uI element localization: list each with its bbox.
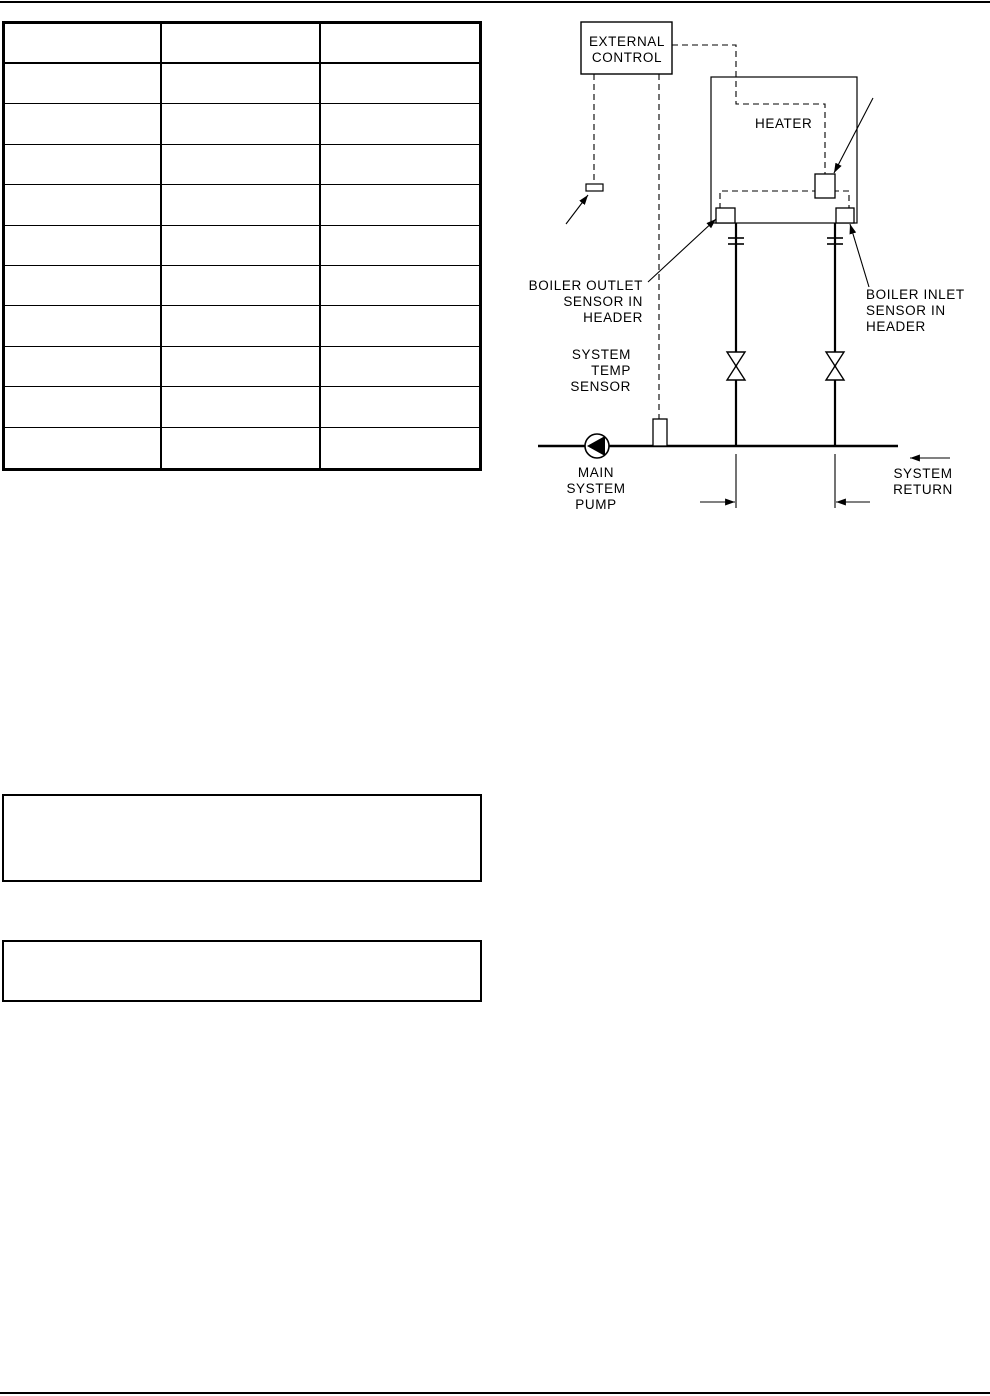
system-return-label: RETURN — [893, 482, 953, 497]
main-pump-label: MAIN — [577, 465, 615, 480]
table-cell — [321, 185, 479, 225]
table-cell — [162, 306, 321, 346]
table-cell — [5, 347, 162, 387]
piping-diagram — [500, 10, 990, 530]
table-cell — [162, 104, 321, 144]
table-cell — [321, 64, 479, 104]
main-pump-label: PUMP — [575, 497, 617, 512]
boiler-inlet-label: HEADER — [866, 319, 926, 334]
module-pointer — [834, 98, 873, 173]
table-cell — [321, 104, 479, 144]
table-cell — [162, 185, 321, 225]
heater-box — [711, 77, 857, 223]
boiler-pipes — [736, 223, 835, 446]
controller-module — [815, 174, 835, 198]
table-cell — [5, 428, 162, 468]
table-cell — [162, 266, 321, 306]
pump-icon — [585, 434, 609, 458]
outdoor-sensor-pointer — [566, 195, 588, 224]
table-cell — [321, 266, 479, 306]
table-cell — [5, 185, 162, 225]
note-box — [2, 940, 482, 1002]
boiler-outlet-label: BOILER OUTLET — [528, 278, 643, 293]
boiler-inlet-label: BOILER INLET — [866, 287, 965, 302]
valve-icon — [727, 352, 745, 380]
table-cell — [162, 145, 321, 185]
data-table — [2, 21, 482, 471]
system-temp-label: SENSOR — [570, 379, 631, 394]
table-cell — [5, 266, 162, 306]
table-cell — [321, 306, 479, 346]
boiler-outlet-label: SENSOR IN — [563, 294, 643, 309]
table-header-cell — [162, 24, 321, 64]
spacing-marks — [700, 454, 953, 508]
table-cell — [5, 104, 162, 144]
table-cell — [162, 226, 321, 266]
table-cell — [5, 306, 162, 346]
inlet-sensor-pointer — [850, 224, 869, 287]
boiler-outlet-label: HEADER — [583, 310, 643, 325]
main-pump-label: SYSTEM — [566, 481, 626, 496]
outdoor-sensor — [586, 184, 603, 191]
table-cell — [321, 145, 479, 185]
system-temp-label: TEMP — [591, 363, 631, 378]
external-control-label: CONTROL — [591, 50, 663, 65]
table-cell — [321, 428, 479, 468]
boiler-inlet-label: SENSOR IN — [866, 303, 946, 318]
outlet-sensor-pointer — [648, 219, 716, 282]
system-return-label: SYSTEM — [893, 466, 953, 481]
table-cell — [321, 387, 479, 427]
table-cell — [162, 64, 321, 104]
inlet-header-sensor — [836, 208, 854, 223]
top-rule — [0, 1, 990, 3]
table-cell — [321, 347, 479, 387]
valve-icon — [826, 352, 844, 380]
table-cell — [5, 64, 162, 104]
external-control-label: EXTERNAL — [588, 34, 666, 49]
control-wiring — [591, 45, 849, 419]
pipe-flanges — [728, 238, 843, 244]
table-cell — [5, 226, 162, 266]
table-cell — [5, 145, 162, 185]
bottom-rule — [0, 1392, 990, 1394]
table-cell — [5, 387, 162, 427]
table-cell — [162, 347, 321, 387]
system-temp-label: SYSTEM — [571, 347, 631, 362]
heater-label: HEATER — [755, 116, 813, 131]
table-cell — [162, 387, 321, 427]
table-cell — [321, 226, 479, 266]
system-temp-sensor — [653, 419, 667, 446]
note-box — [2, 794, 482, 882]
table-cell — [162, 428, 321, 468]
table-header-cell — [321, 24, 479, 64]
outlet-header-sensor — [716, 208, 735, 223]
table-header-cell — [5, 24, 162, 64]
